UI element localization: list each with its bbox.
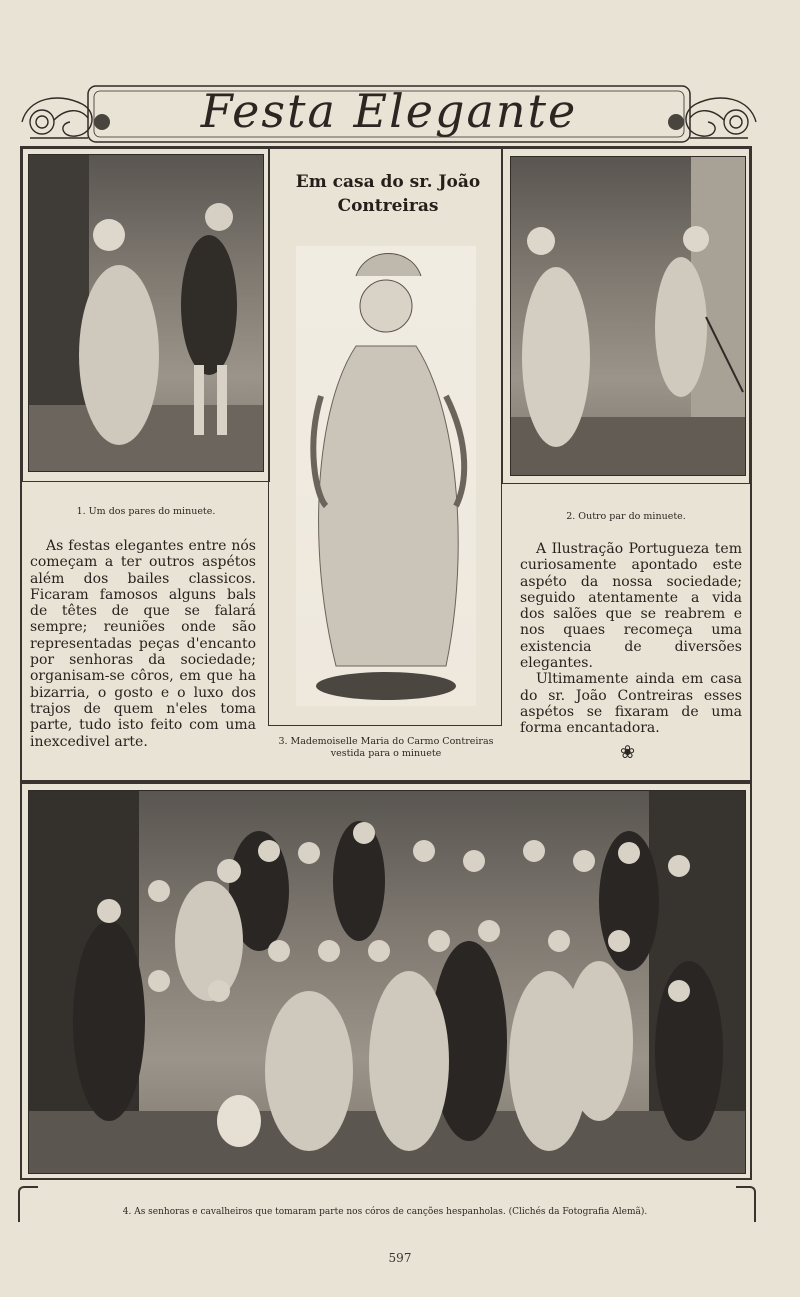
right-article-text xyxy=(520,541,742,737)
photo4-caption: 4. As senhoras e cavalheiros que tomaram parte nos córos de canções hespanholas. (Clichés da Fotografia Alemã). xyxy=(122,1207,648,1217)
right-paragraph-1: A Ilustração Portugueza tem curiosamente apontado este aspéto da nossa sociedade; seguido atentamente a vida dos salões que se reabrem e nos quaes recomeça uma existencia de diversões elegantes. xyxy=(520,541,742,672)
corner-ornament-left xyxy=(18,1186,38,1222)
right-paragraph-2: Ultimamente ainda em casa do sr. João Contreiras esses aspétos se fixaram de uma forma encantadora. xyxy=(520,671,742,737)
corner-ornament-right xyxy=(736,1186,756,1222)
page-title: Festa Elegante xyxy=(200,84,578,138)
photo1-caption: 1. Um dos pares do minuete. xyxy=(76,506,216,517)
photo-minuet-pair-2 xyxy=(510,156,746,476)
photo2-caption: 2. Outro par do minuete. xyxy=(566,511,686,522)
photo-minuet-pair-1 xyxy=(28,154,264,472)
center-heading-line2: Contreiras xyxy=(337,196,439,216)
left-paragraph-1: As festas elegantes entre nós começam a ter outros aspétos além dos bailes classicos. Ficaram famosos alguns bals de têtes de que se falará sempre; reuniões onde são representadas peças d'encanto por senhoras da sociedade; organisam-se côros, em que ha bizarria, o gosto e o luxo dos trajos de quem n'eles toma parte, tudo isto feito com uma inexcedivel arte. xyxy=(30,538,256,750)
photo-chorus-group xyxy=(28,790,746,1174)
center-heading-line1: Em casa do sr. João xyxy=(295,172,481,192)
photo-maria-do-carmo xyxy=(296,246,476,706)
fleuron-ornament-icon: ❀ xyxy=(620,742,636,763)
left-article-text xyxy=(30,538,256,750)
page-header xyxy=(18,78,760,148)
page-number: 597 xyxy=(388,1251,412,1265)
photo3-caption-line2: vestida para o minuete xyxy=(330,748,442,759)
photo3-caption-line1: 3. Mademoiselle Maria do Carmo Contreiras xyxy=(278,736,494,747)
photo3-caption xyxy=(258,736,514,760)
